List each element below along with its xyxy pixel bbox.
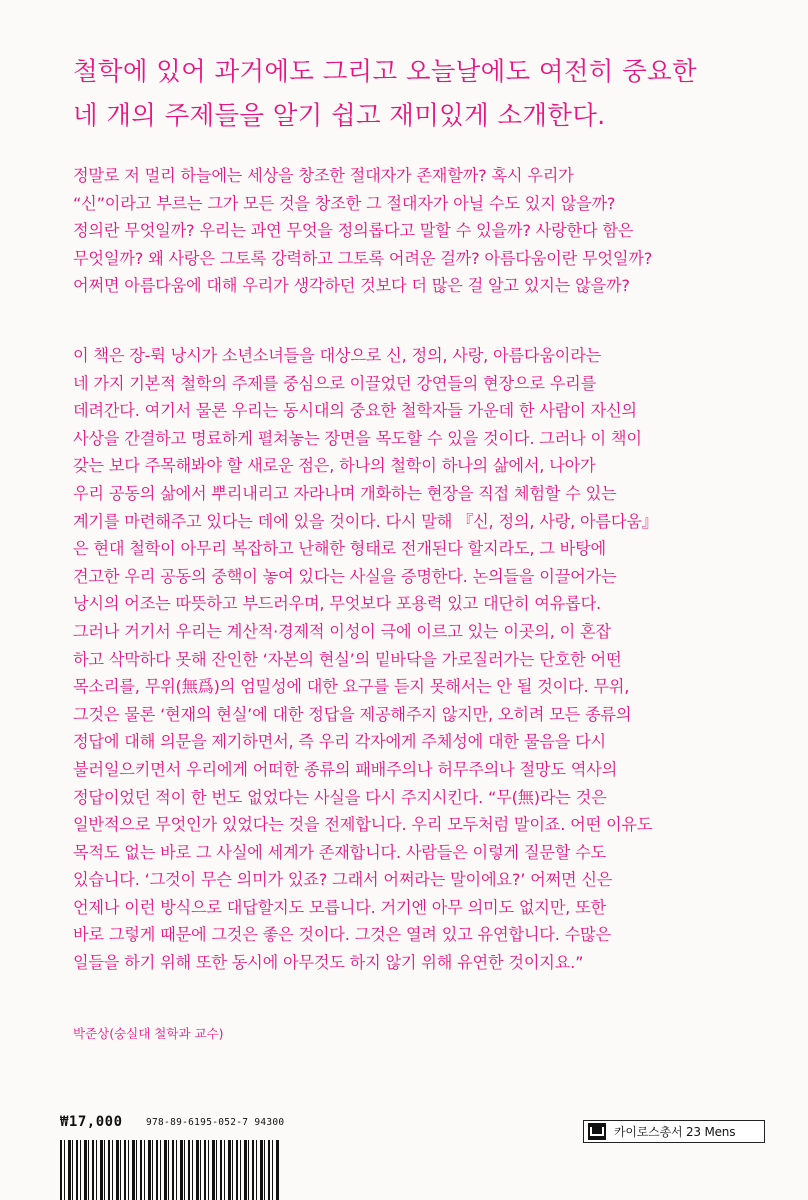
description-paragraph xyxy=(73,342,788,977)
headline-line-2: 네 개의 주제들을 알기 쉽고 재미있게 소개한다. xyxy=(73,101,606,131)
paragraph-line: 정답에 대해 의문을 제기하면서, 즉 우리 각자에게 주체성에 대한 물음을 다시 xyxy=(73,732,606,752)
paragraph-line: 계기를 마련해주고 있다는 데에 있을 것이다. 다시 말해 『신, 정의, 사랑, 아름다움』 xyxy=(73,511,658,531)
paragraph-line: 무엇일까? 왜 사랑은 그토록 강력하고 그토록 어려운 걸까? 아름다움이란 무엇일까? xyxy=(73,248,653,268)
price-label: ₩17,000 xyxy=(60,1114,123,1130)
paragraph-line: 정답이었던 적이 한 번도 없었다는 사실을 다시 주지시킨다. “무(無)라는 것은 xyxy=(73,787,607,807)
paragraph-line: 목소리를, 무위(無爲)의 엄밀성에 대한 요구를 듣지 못해서는 안 될 것이다. 무위, xyxy=(73,677,630,697)
paragraph-line: 우리 공동의 삶에서 뿌리내리고 자라나며 개화하는 현장을 직접 체험할 수 있는 xyxy=(73,483,617,503)
paragraph-line: 바로 그렇게 때문에 그것은 좋은 것이다. 그것은 열려 있고 유연합니다. 수많은 xyxy=(73,925,611,945)
paragraph-line: 낭시의 어조는 따뜻하고 부드러우며, 무엇보다 포용력 있고 대단히 여유롭다. xyxy=(73,594,602,614)
paragraph-line: 일반적으로 무엇인가 있었다는 것을 전제합니다. 우리 모두처럼 말이죠. 어떤 이유도 xyxy=(73,815,653,835)
paragraph-line: 불러일으키면서 우리에게 어떠한 종류의 패배주의나 허무주의나 절망도 역사의 xyxy=(73,759,618,779)
paragraph-line: 견고한 우리 공동의 중핵이 놓여 있다는 사실을 증명한다. 논의들을 이끌어가는 xyxy=(73,566,617,586)
reviewer-credit: 박준상(숭실대 철학과 교수) xyxy=(73,1026,224,1041)
paragraph-line: 그것은 물론 ‘현재의 현실’에 대한 정답을 제공해주지 않지만, 오히려 모든 종류의 xyxy=(73,704,632,724)
paragraph-line: 일들을 하기 위해 또한 동시에 아무것도 하지 않기 위해 유연한 것이지요.” xyxy=(73,953,584,973)
paragraph-line: 목적도 없는 바로 그 사실에 세계가 존재합니다. 사람들은 이렇게 질문할 수도 xyxy=(73,842,606,862)
headline xyxy=(73,50,793,138)
paragraph-line: 정말로 저 멀리 하늘에는 세상을 창조한 절대자가 존재할까? 혹시 우리가 xyxy=(73,166,574,185)
paragraph-line: 언제나 이런 방식으로 대답할지도 모릅니다. 거기엔 아무 의미도 없지만, 또한 xyxy=(73,897,606,917)
paragraph-line: “신”이라고 부르는 그가 모든 것을 창조한 그 절대자가 아닐 수도 있지 않을까? xyxy=(73,193,616,213)
paragraph-line: 그러나 거기서 우리는 계산적·경제적 이성이 극에 이르고 있는 이곳의, 이 혼잡 xyxy=(73,621,611,641)
paragraph-line: 하고 삭막하다 못해 잔인한 ‘자본의 현실’의 밑바닥을 가로질러가는 단호한 어떤 xyxy=(73,649,622,669)
barcode xyxy=(60,1140,280,1200)
book-series-icon xyxy=(588,1123,606,1140)
headline-line-1: 철학에 있어 과거에도 그리고 오늘날에도 여전히 중요한 xyxy=(73,57,697,87)
paragraph-line: 있습니다. ‘그것이 무슨 의미가 있죠? 그래서 어쩌라는 말이에요?’ 어쩌면 신은 xyxy=(73,870,613,890)
paragraph-line: 사상을 간결하고 명료하게 펼쳐놓는 장면을 목도할 수 있을 것이다. 그러나 이 책이 xyxy=(73,428,642,448)
paragraph-line: 갖는 보다 주목해봐야 할 새로운 점은, 하나의 철학이 하나의 삶에서, 나아가 xyxy=(73,456,596,476)
paragraph-line: 정의란 무엇일까? 우리는 과연 무엇을 정의롭다고 말할 수 있을까? 사랑한다 함은 xyxy=(73,221,634,241)
paragraph-line: 은 현대 철학이 아무리 복잡하고 난해한 형태로 전개된다 할지라도, 그 바탕에 xyxy=(73,539,606,559)
paragraph-line: 어쩌면 아름다움에 대해 우리가 생각하던 것보다 더 많은 걸 알고 있지는 않을까? xyxy=(73,276,630,296)
intro-paragraph xyxy=(73,162,788,300)
isbn-label: 978-89-6195-052-7 94300 xyxy=(146,1117,285,1128)
series-badge xyxy=(583,1120,765,1143)
series-label: 카이로스총서 23 Mens xyxy=(614,1125,736,1139)
paragraph-line: 네 가지 기본적 철학의 주제를 중심으로 이끌었던 강연들의 현장으로 우리를 xyxy=(73,373,597,393)
paragraph-line: 이 책은 장-뤽 낭시가 소년소녀들을 대상으로 신, 정의, 사랑, 아름다움이라는 xyxy=(73,346,602,365)
paragraph-line: 데려간다. 여기서 물론 우리는 동시대의 중요한 철학자들 가운데 한 사람이 자신의 xyxy=(73,401,637,421)
